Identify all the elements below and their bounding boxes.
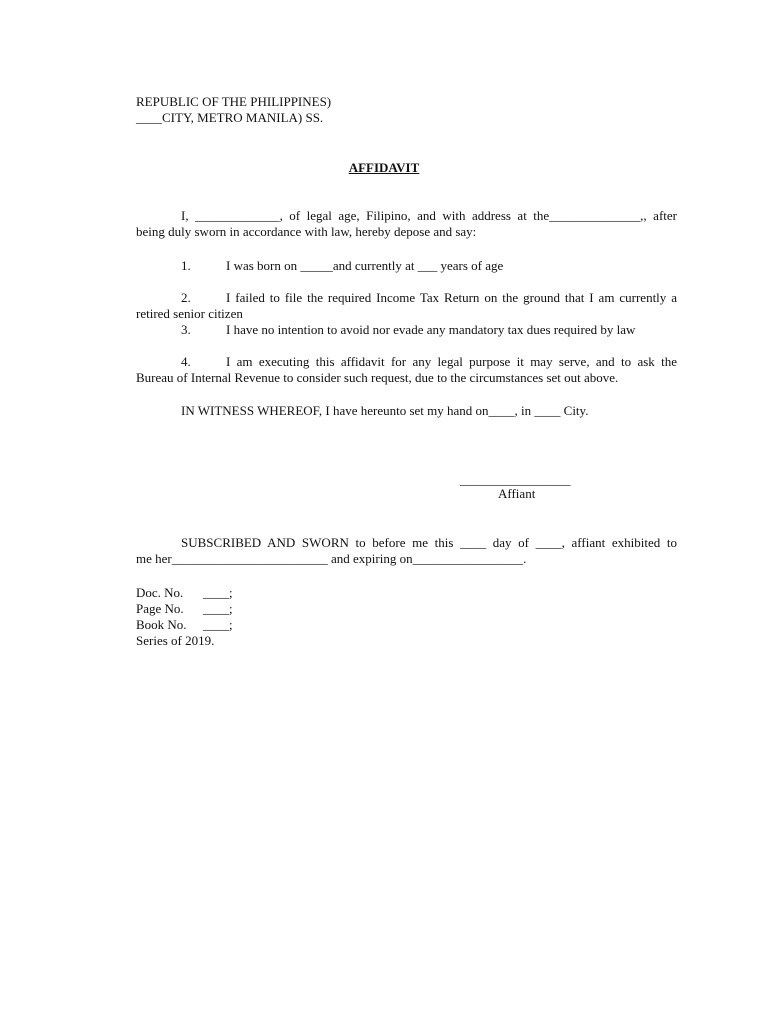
item-text-3: I have no intention to avoid nor evade any mandatory tax dues required by law — [226, 322, 636, 337]
series-year: Series of 2019. — [136, 633, 215, 648]
affiant-label: Affiant — [498, 486, 536, 501]
item-number-1: 1. — [181, 258, 191, 273]
jurat-line-1: SUBSCRIBED AND SWORN to before me this ____ day of ____, affiant exhibited to — [181, 535, 677, 550]
item-text-4-continued: Bureau of Internal Revenue to consider such request, due to the circumstances set out above. — [136, 370, 619, 385]
header-line-city: ____CITY, METRO MANILA) SS. — [136, 110, 324, 125]
book-no-label: Book No. — [136, 617, 187, 632]
item-number-4: 4. — [181, 354, 191, 369]
book-no-value: ____; — [203, 617, 233, 632]
item-text-2: I failed to file the required Income Tax Return on the ground that I am currently a — [226, 290, 677, 305]
doc-no-value: ____; — [203, 585, 233, 600]
document-title: AFFIDAVIT — [348, 160, 420, 175]
doc-no-label: Doc. No. — [136, 585, 184, 600]
header-line-republic: REPUBLIC OF THE PHILIPPINES) — [136, 94, 332, 109]
item-text-4: I am executing this affidavit for any legal purpose it may serve, and to ask the — [226, 354, 677, 369]
item-number-3: 3. — [181, 322, 191, 337]
witness-clause: IN WITNESS WHEREOF, I have hereunto set my hand on____, in ____ City. — [181, 403, 589, 418]
intro-line-1: I, _____________, of legal age, Filipino, and with address at the______________,, after — [181, 208, 677, 223]
item-number-2: 2. — [181, 290, 191, 305]
item-text-1: I was born on _____and currently at ___ years of age — [226, 258, 504, 273]
page-no-value: ____; — [203, 601, 233, 616]
jurat-line-2: me her________________________ and expiring on_________________. — [136, 551, 527, 566]
intro-line-2: being duly sworn in accordance with law, hereby depose and say: — [136, 224, 477, 239]
page-no-label: Page No. — [136, 601, 184, 616]
signature-line: _________________ — [460, 472, 571, 487]
item-text-2-continued: retired senior citizen — [136, 306, 243, 321]
